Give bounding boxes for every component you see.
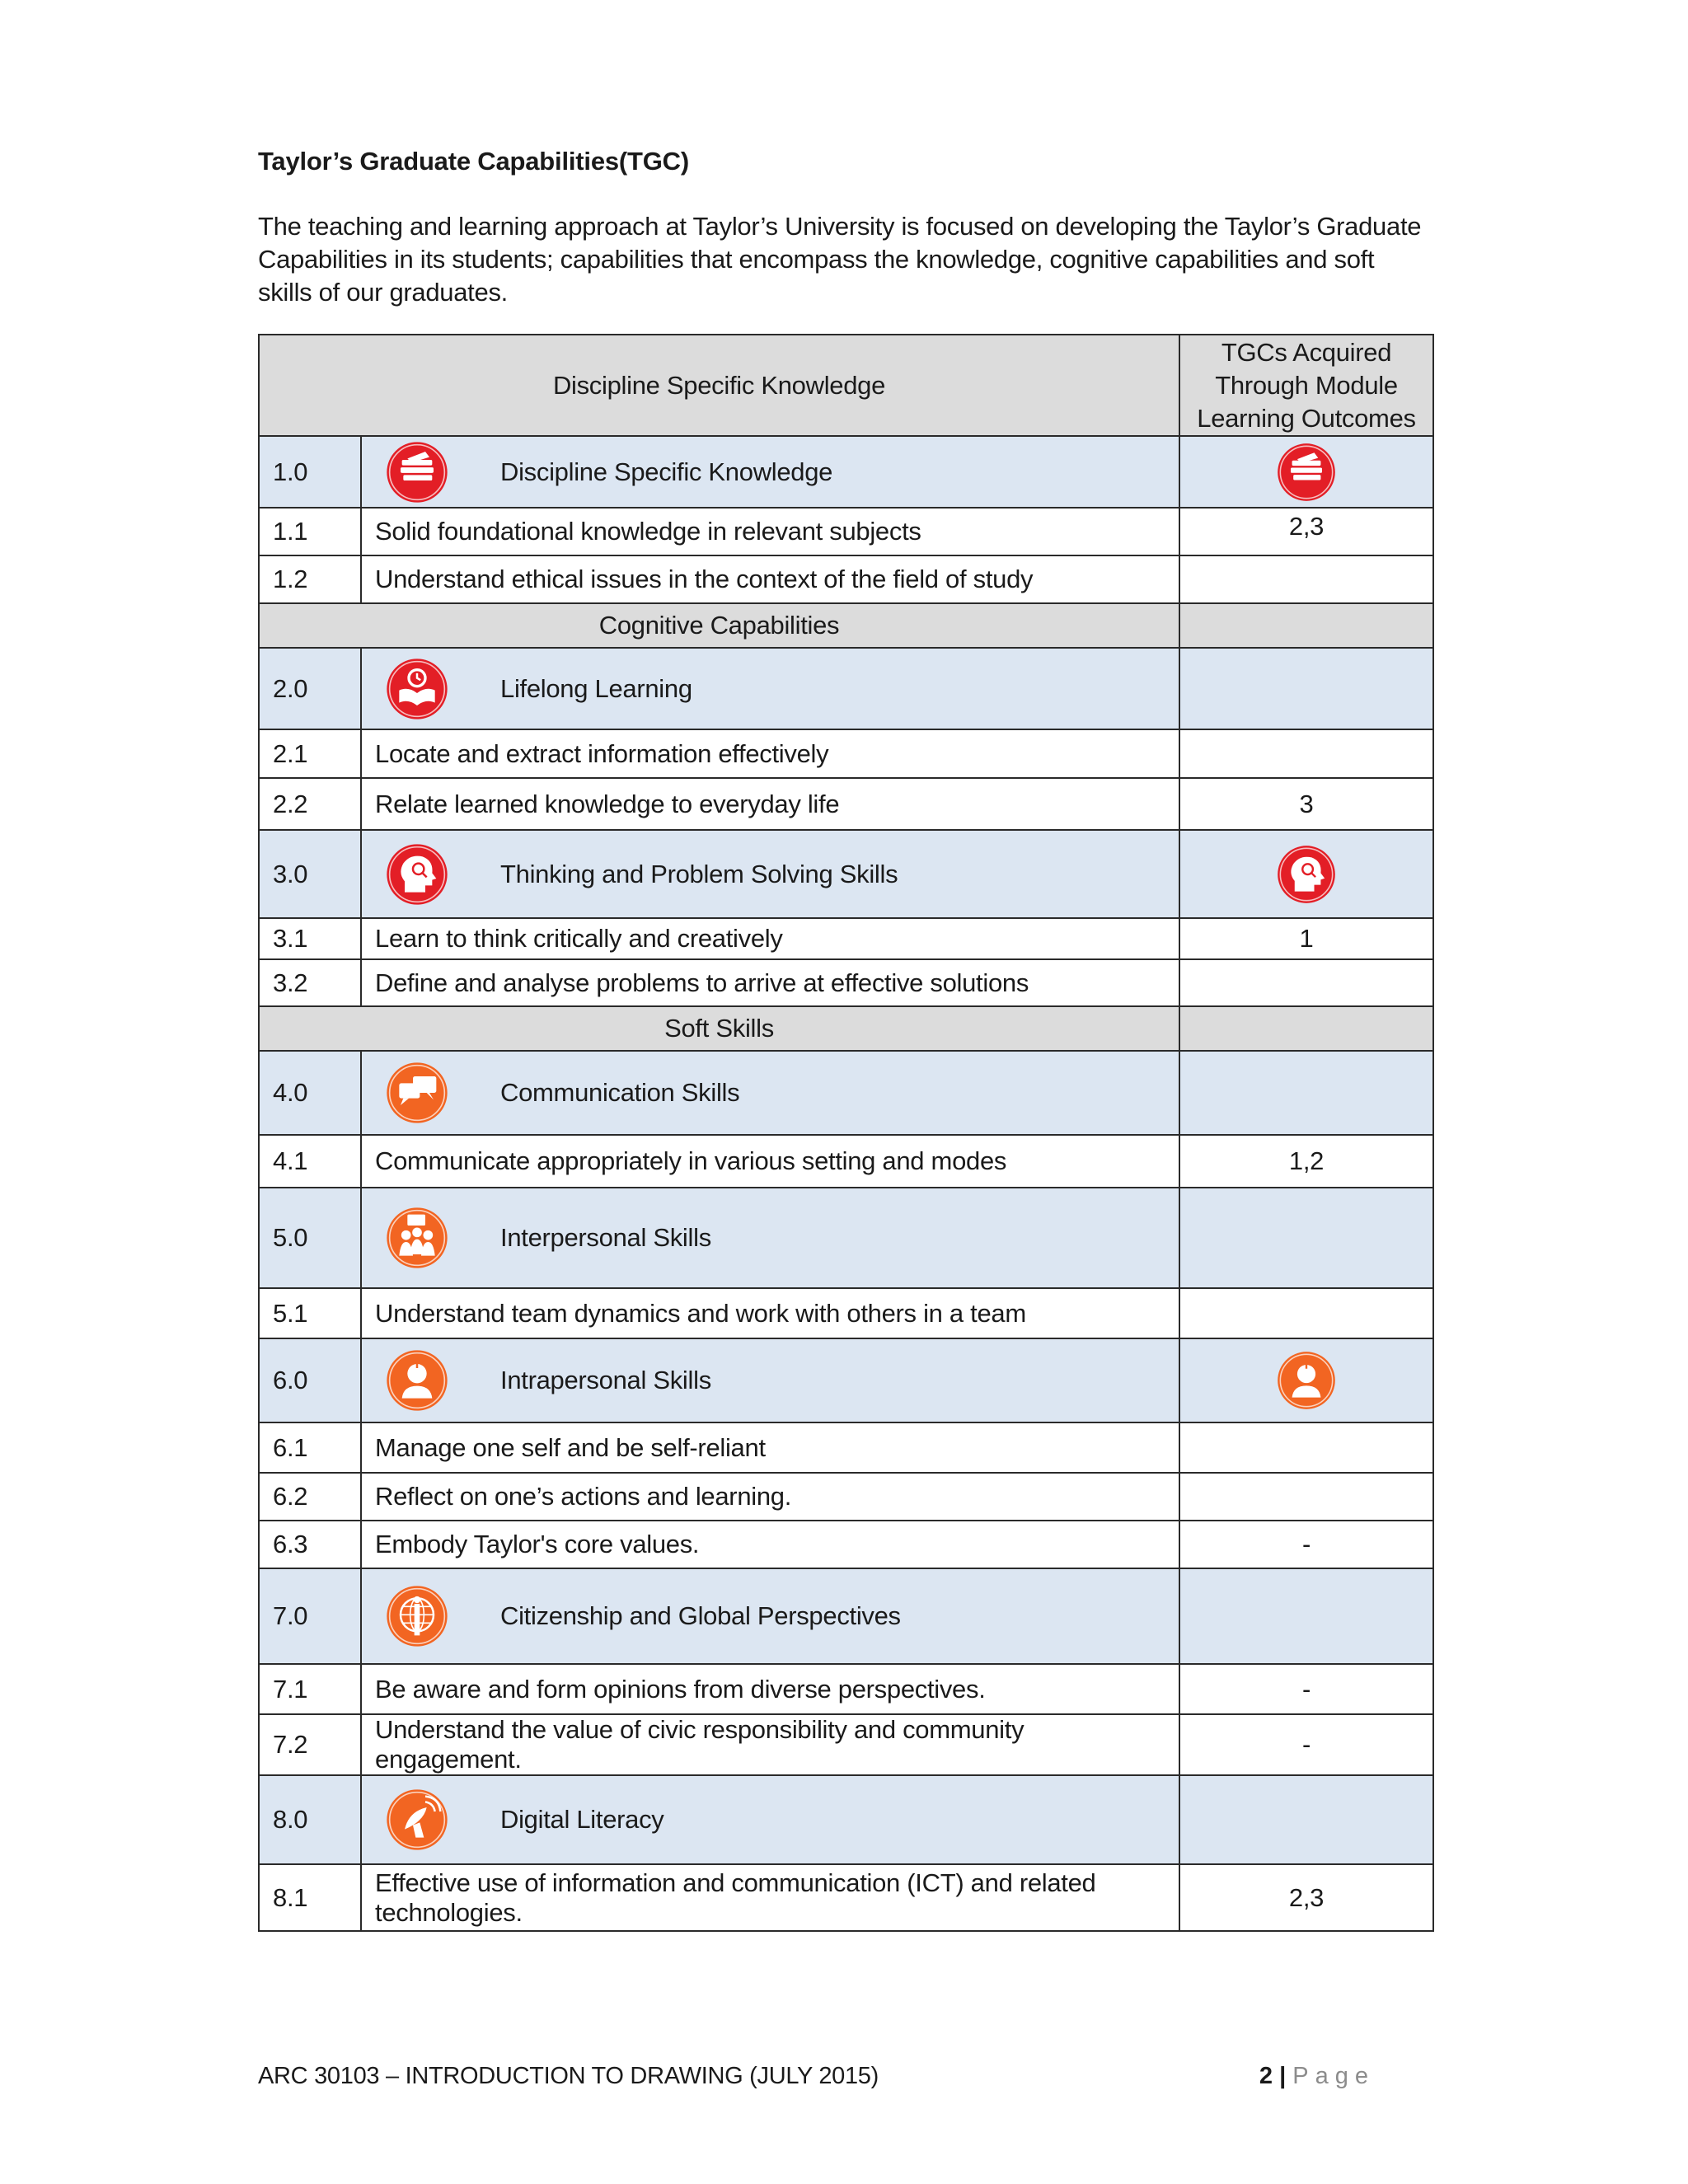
table-row: [259, 959, 1433, 1006]
page-separator: |: [1273, 2063, 1293, 2089]
item-number: 1.2: [259, 555, 361, 603]
item-label: Relate learned knowledge to everyday life: [361, 778, 1179, 830]
tgc-table: [258, 334, 1434, 1932]
item-number: 5.1: [259, 1288, 361, 1338]
table-row: [259, 778, 1433, 830]
item-number: 6.3: [259, 1521, 361, 1568]
item-number: 3.2: [259, 959, 361, 1006]
section-label: Cognitive Capabilities: [259, 603, 1179, 648]
tgc-cell: [1179, 1288, 1433, 1338]
globe-person-icon: [384, 1583, 450, 1649]
table-row: [259, 1473, 1433, 1521]
person-icon: [384, 1347, 450, 1413]
header-discipline: Discipline Specific Knowledge: [259, 335, 1179, 436]
tgc-cell: [1179, 1568, 1433, 1664]
item-number: 2.2: [259, 778, 361, 830]
table-row: [259, 1422, 1433, 1473]
capability-row: [259, 1051, 1433, 1135]
item-label: Be aware and form opinions from diverse perspectives.: [361, 1664, 1179, 1714]
person-icon: [1275, 1349, 1338, 1412]
tgc-cell: [1179, 1188, 1433, 1288]
reading-icon: [384, 656, 450, 722]
item-label: Embody Taylor's core values.: [361, 1521, 1179, 1568]
table-row: [259, 1135, 1433, 1188]
item-number: 6.1: [259, 1422, 361, 1473]
capability-number: 8.0: [259, 1775, 361, 1864]
capability-label: Citizenship and Global Perspectives: [500, 1601, 901, 1630]
capability-number: 7.0: [259, 1568, 361, 1664]
page-number: 2: [1259, 2063, 1273, 2089]
table-row: [259, 1521, 1433, 1568]
item-label: Understand ethical issues in the context of the field of study: [361, 555, 1179, 603]
table-row: [259, 1714, 1433, 1775]
tgc-cell: [1179, 555, 1433, 603]
item-label: Locate and extract information effectively: [361, 729, 1179, 778]
tgc-cell: 3: [1179, 778, 1433, 830]
section-row: [259, 603, 1433, 648]
capability-number: 6.0: [259, 1338, 361, 1422]
table-row: [259, 508, 1433, 555]
tgc-cell: [1179, 648, 1433, 729]
item-label: Define and analyse problems to arrive at effective solutions: [361, 959, 1179, 1006]
thinking-head-icon: [1275, 843, 1338, 906]
tgc-cell: [1179, 830, 1433, 918]
book-icon: [1275, 441, 1338, 504]
item-label: Learn to think critically and creatively: [361, 918, 1179, 959]
table-row: [259, 555, 1433, 603]
item-label: Manage one self and be self-reliant: [361, 1422, 1179, 1473]
tgc-cell: [1179, 959, 1433, 1006]
satellite-icon: [384, 1787, 450, 1853]
section-label: Soft Skills: [259, 1006, 1179, 1051]
capability-cell: [361, 1338, 1179, 1422]
capability-label: Interpersonal Skills: [500, 1223, 711, 1252]
table-row: [259, 1288, 1433, 1338]
capability-number: 4.0: [259, 1051, 361, 1135]
capability-cell: [361, 830, 1179, 918]
tgc-cell: -: [1179, 1664, 1433, 1714]
tgc-cell: -: [1179, 1714, 1433, 1775]
item-number: 4.1: [259, 1135, 361, 1188]
item-label: Communicate appropriately in various setting and modes: [361, 1135, 1179, 1188]
capability-row: [259, 1188, 1433, 1288]
tgc-cell: -: [1179, 1521, 1433, 1568]
footer-course: ARC 30103 – INTRODUCTION TO DRAWING (JULY 2015): [258, 2063, 879, 2089]
item-label: Understand team dynamics and work with others in a team: [361, 1288, 1179, 1338]
intro-paragraph: The teaching and learning approach at Taylor’s University is focused on developing the Taylor’s Graduate Capabilities in its students; capabilities that encompass the knowledge, cognitive capabilities and soft skills of our graduates.: [258, 212, 1422, 307]
capability-row: [259, 648, 1433, 729]
item-number: 7.1: [259, 1664, 361, 1714]
book-icon: [384, 439, 450, 505]
capability-cell: [361, 1051, 1179, 1135]
item-number: 2.1: [259, 729, 361, 778]
capability-label: Digital Literacy: [500, 1805, 664, 1834]
footer-page: [1259, 2063, 1375, 2090]
speech-bubbles-icon: [384, 1060, 450, 1126]
table-row: [259, 1864, 1433, 1931]
tgc-cell: [1179, 729, 1433, 778]
section-row: [259, 1006, 1433, 1051]
capability-row: [259, 436, 1433, 508]
tgc-cell: [1179, 1422, 1433, 1473]
page-title: Taylor’s Graduate Capabilities(TGC): [258, 147, 689, 176]
page-word: Page: [1292, 2063, 1375, 2089]
capability-label: Lifelong Learning: [500, 673, 692, 703]
table-row: [259, 918, 1433, 959]
tgc-cell: [1179, 436, 1433, 508]
section-tgc-cell: [1179, 603, 1433, 648]
capability-row: [259, 1568, 1433, 1664]
item-number: 8.1: [259, 1864, 361, 1931]
header-tgc: TGCs Acquired Through Module Learning Outcomes: [1179, 335, 1433, 436]
tgc-cell: 2,3: [1179, 1864, 1433, 1931]
section-tgc-cell: [1179, 1006, 1433, 1051]
capability-row: [259, 1775, 1433, 1864]
item-number: 3.1: [259, 918, 361, 959]
table-row: [259, 1664, 1433, 1714]
team-icon: [384, 1205, 450, 1271]
table-header-row: [259, 335, 1433, 436]
item-label: Solid foundational knowledge in relevant subjects: [361, 508, 1179, 555]
table-row: [259, 729, 1433, 778]
capability-cell: [361, 436, 1179, 508]
tgc-cell: [1179, 1051, 1433, 1135]
capability-number: 1.0: [259, 436, 361, 508]
tgc-cell: 2,3: [1179, 508, 1433, 555]
item-number: 6.2: [259, 1473, 361, 1521]
item-label: Reflect on one’s actions and learning.: [361, 1473, 1179, 1521]
capability-cell: [361, 648, 1179, 729]
capability-cell: [361, 1568, 1179, 1664]
capability-number: 3.0: [259, 830, 361, 918]
capability-row: [259, 1338, 1433, 1422]
capability-label: Communication Skills: [500, 1078, 740, 1107]
tgc-cell: 1,2: [1179, 1135, 1433, 1188]
capability-label: Discipline Specific Knowledge: [500, 457, 833, 486]
capability-cell: [361, 1188, 1179, 1288]
capability-number: 5.0: [259, 1188, 361, 1288]
tgc-cell: 1: [1179, 918, 1433, 959]
tgc-cell: [1179, 1473, 1433, 1521]
tgc-cell: [1179, 1338, 1433, 1422]
item-label: Understand the value of civic responsibility and community engagement.: [361, 1714, 1179, 1775]
capability-cell: [361, 1775, 1179, 1864]
capability-row: [259, 830, 1433, 918]
capability-label: Intrapersonal Skills: [500, 1366, 711, 1394]
item-number: 1.1: [259, 508, 361, 555]
item-label: Effective use of information and communication (ICT) and related technologies.: [361, 1864, 1179, 1931]
tgc-cell: [1179, 1775, 1433, 1864]
capability-number: 2.0: [259, 648, 361, 729]
item-number: 7.2: [259, 1714, 361, 1775]
capability-label: Thinking and Problem Solving Skills: [500, 859, 898, 888]
thinking-head-icon: [384, 841, 450, 907]
